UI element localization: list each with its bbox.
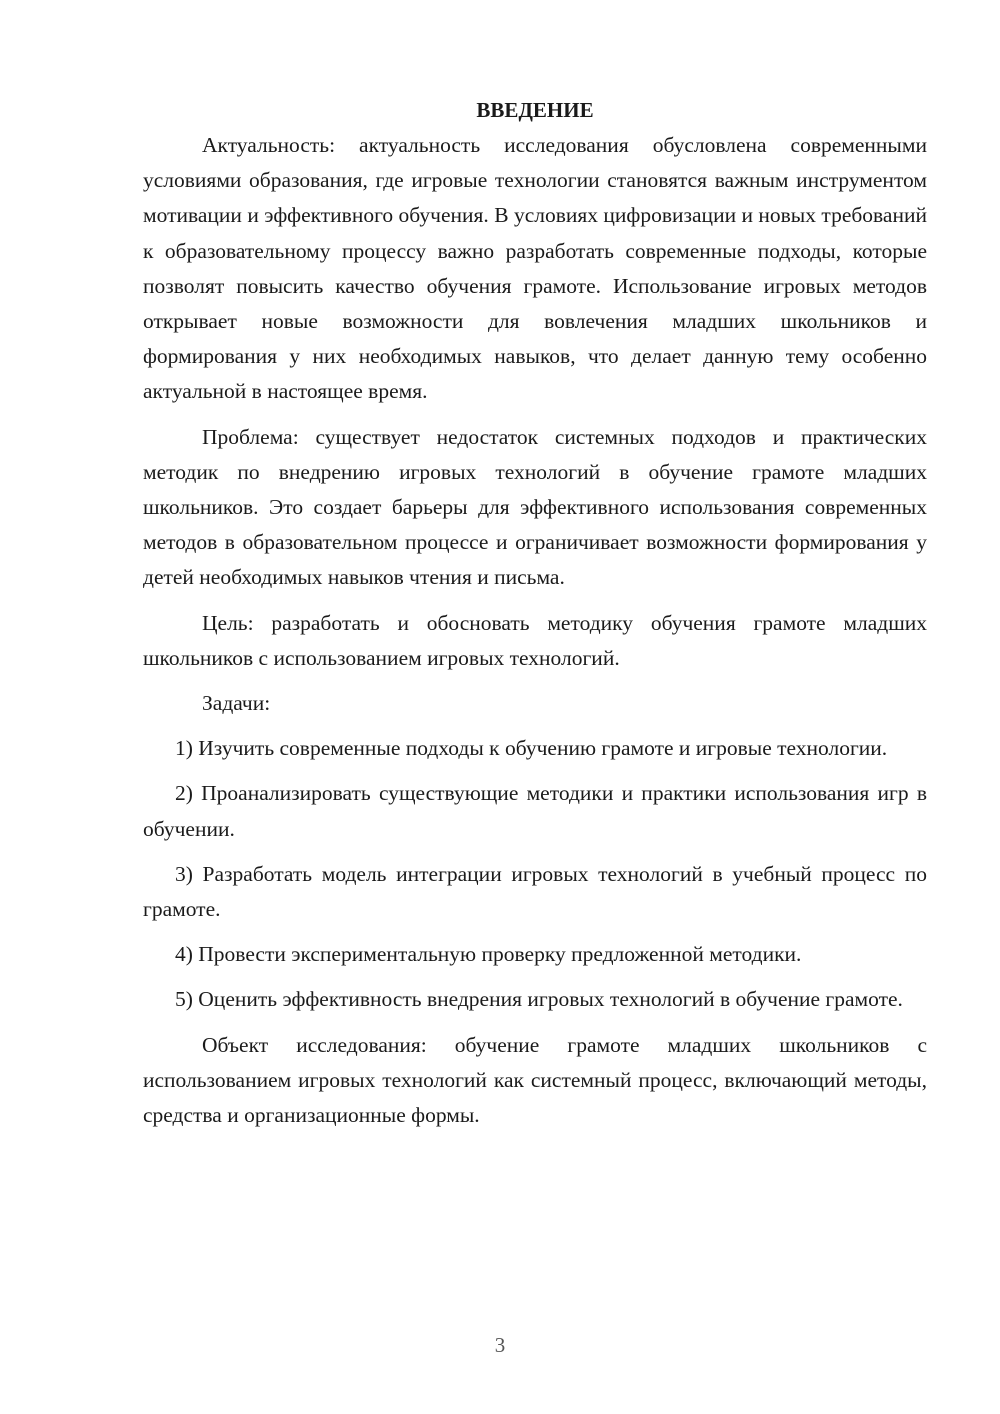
object-paragraph: Объект исследования: обучение грамоте младших школьников с использованием игровых технологий как системный процесс, включающий методы, средства и организационные формы. — [143, 1032, 927, 1128]
task-item: 4) Провести экспериментальную проверку предложенной методики. — [175, 942, 802, 967]
section-title: ВВЕДЕНИЕ — [476, 98, 594, 122]
task-item: 1) Изучить современные подходы к обучению грамоте и игровые технологии. — [175, 736, 888, 761]
page-number: 3 — [494, 1333, 506, 1357]
relevance-paragraph: Актуальность: актуальность исследования обусловлена современными условиями образования, где игровые технологии становятся важным инструментом мотивации и эффективного обучения. В условиях цифровизации и новых требований к образовательному процессу важно разработать современные подходы, которые позволят повысить качество обучения грамоте. Использование игровых методов открывает новые возможности для вовлечения младших школьников и формирования у них необходимых навыков, что делает данную тему особенно актуальной в настоящее время. — [143, 133, 927, 404]
goal-paragraph: Цель: разработать и обосновать методику обучения грамоте младших школьников с использованием игровых технологий. — [143, 610, 927, 670]
tasks-list — [143, 731, 927, 1017]
problem-paragraph: Проблема: существует недостаток системных подходов и практических методик по внедрению игровых технологий в обучение грамоте младших школьников. Это создает барьеры для эффективного использования современных методов в образовательном процессе и ограничивает возможности формирования у детей необходимых навыков чтения и письма. — [143, 424, 927, 590]
task-item: 5) Оценить эффективность внедрения игровых технологий в обучение грамоте. — [175, 987, 903, 1012]
tasks-heading: Задачи: — [202, 691, 271, 716]
document-page — [143, 92, 927, 1133]
task-item: 2) Проанализировать существующие методики и практики использования игр в обучении. — [143, 781, 927, 841]
task-item: 3) Разработать модель интеграции игровых технологий в учебный процесс по грамоте. — [143, 861, 927, 922]
